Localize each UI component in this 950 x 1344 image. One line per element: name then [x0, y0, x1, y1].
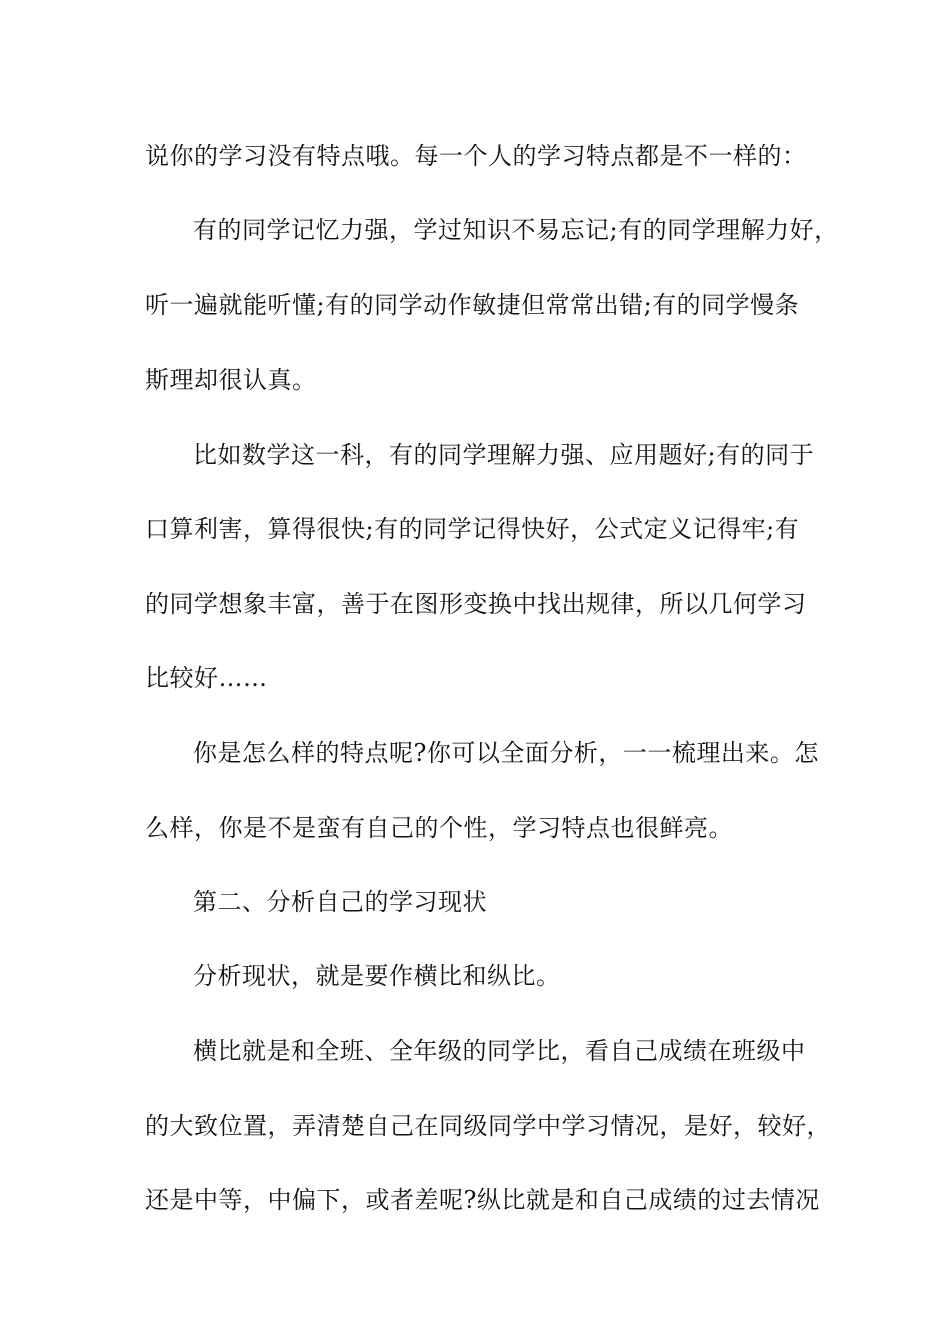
text-line-4: 斯理却很认真。: [145, 366, 317, 394]
text-line-7: 的同学想象丰富，善于在图形变换中找出规律，所以几何学习: [145, 590, 807, 618]
text-line-2: 有的同学记忆力强，学过知识不易忘记;有的同学理解力好，: [193, 216, 839, 244]
section-heading: 第二、分析自己的学习现状: [193, 888, 487, 916]
text-line-8: 比较好……: [145, 664, 268, 692]
text-line-15: 还是中等，中偏下，或者差呢?纵比就是和自己成绩的过去情况: [145, 1186, 820, 1214]
text-line-10: 么样，你是不是蛮有自己的个性，学习特点也很鲜亮。: [145, 814, 733, 842]
text-line-13: 横比就是和全班、全年级的同学比，看自己成绩在班级中: [193, 1037, 806, 1065]
text-line-5: 比如数学这一科，有的同学理解力强、应用题好;有的同于: [193, 441, 815, 469]
text-line-14: 的大致位置，弄清楚自己在同级同学中学习情况，是好，较好，: [145, 1112, 831, 1140]
text-line-1: 说你的学习没有特点哦。每一个人的学习特点都是不一样的：: [145, 142, 807, 170]
text-line-6: 口算利害，算得很快;有的同学记得快好，公式定义记得牢;有: [145, 515, 800, 543]
text-line-9: 你是怎么样的特点呢?你可以全面分析，一一梳理出来。怎: [193, 739, 819, 767]
text-line-3: 听一遍就能听懂;有的同学动作敏捷但常常出错;有的同学慢条: [145, 291, 800, 319]
text-line-12: 分析现状，就是要作横比和纵比。: [193, 962, 561, 990]
